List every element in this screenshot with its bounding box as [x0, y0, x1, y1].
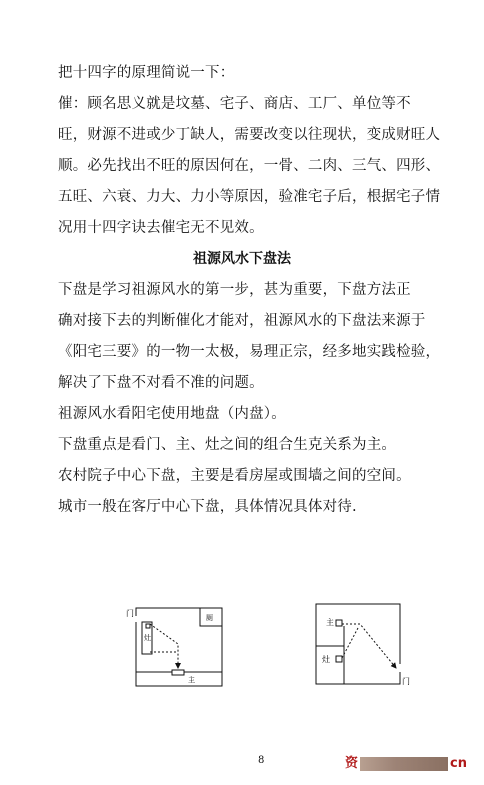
right-house-diagram — [308, 598, 418, 690]
watermark-prefix: 资 — [345, 756, 359, 771]
door-label: 门 — [126, 609, 134, 618]
master-mark — [172, 670, 184, 675]
section-line: 《阳宅三要》的一物一太极，易理正宗，经多地实践检验， — [58, 344, 441, 360]
stove-label: 灶 — [144, 634, 151, 642]
master-mark — [336, 620, 342, 626]
master-label: 主 — [326, 618, 334, 627]
watermark-suffix: cn — [450, 756, 467, 771]
left-house-diagram — [120, 600, 230, 690]
watermark — [345, 752, 467, 771]
paragraph-line: 旺，财源不进或少丁缺人，需要改变以往现状，变成财旺人 — [58, 127, 441, 143]
page-number: 8 — [258, 755, 265, 766]
section-line: 祖源风水看阳宅使用地盘（内盘）。 — [58, 406, 286, 422]
door-label: 门 — [402, 677, 410, 686]
paragraph-line: 五旺、六衰、力大、力小等原因，验准宅子后，根据宅子情 — [58, 189, 441, 205]
toilet-label: 厕 — [206, 614, 213, 622]
section-line: 农村院子中心下盘，主要是看房屋或围墙之间的空间。 — [58, 468, 411, 484]
paragraph-line: 催：顾名思义就是坟墓、宅子、商店、工厂、单位等不 — [58, 96, 411, 112]
paragraph-line: 顺。必先找出不旺的原因何在，一骨、二肉、三气、四形、 — [58, 158, 441, 174]
intro-line: 把十四字的原理简说一下： — [58, 65, 235, 81]
flow-arrow — [342, 624, 396, 668]
section-line: 下盘重点是看门、主、灶之间的组合生克关系为主。 — [58, 437, 397, 453]
section-line: 下盘是学习祖源风水的第一步，甚为重要，下盘方法正 — [58, 282, 411, 298]
section-title: 祖源风水下盘法 — [193, 251, 291, 267]
section-line: 解决了下盘不对看不准的问题。 — [58, 375, 264, 391]
stove-mark — [146, 624, 150, 628]
paragraph-line: 况用十四字诀去催宅无不见效。 — [58, 220, 264, 236]
section-line: 确对接下去的判断催化才能对，祖源风水的下盘法来源于 — [58, 313, 426, 329]
master-label: 主 — [188, 676, 195, 684]
stove-mark — [336, 656, 342, 662]
house-outline — [316, 604, 400, 684]
watermark-redaction-bar — [360, 757, 448, 771]
flow-arrow — [150, 624, 178, 668]
stove-label: 灶 — [322, 655, 330, 664]
section-line: 城市一般在客厅中心下盘，具体情况具体对待. — [58, 499, 357, 515]
